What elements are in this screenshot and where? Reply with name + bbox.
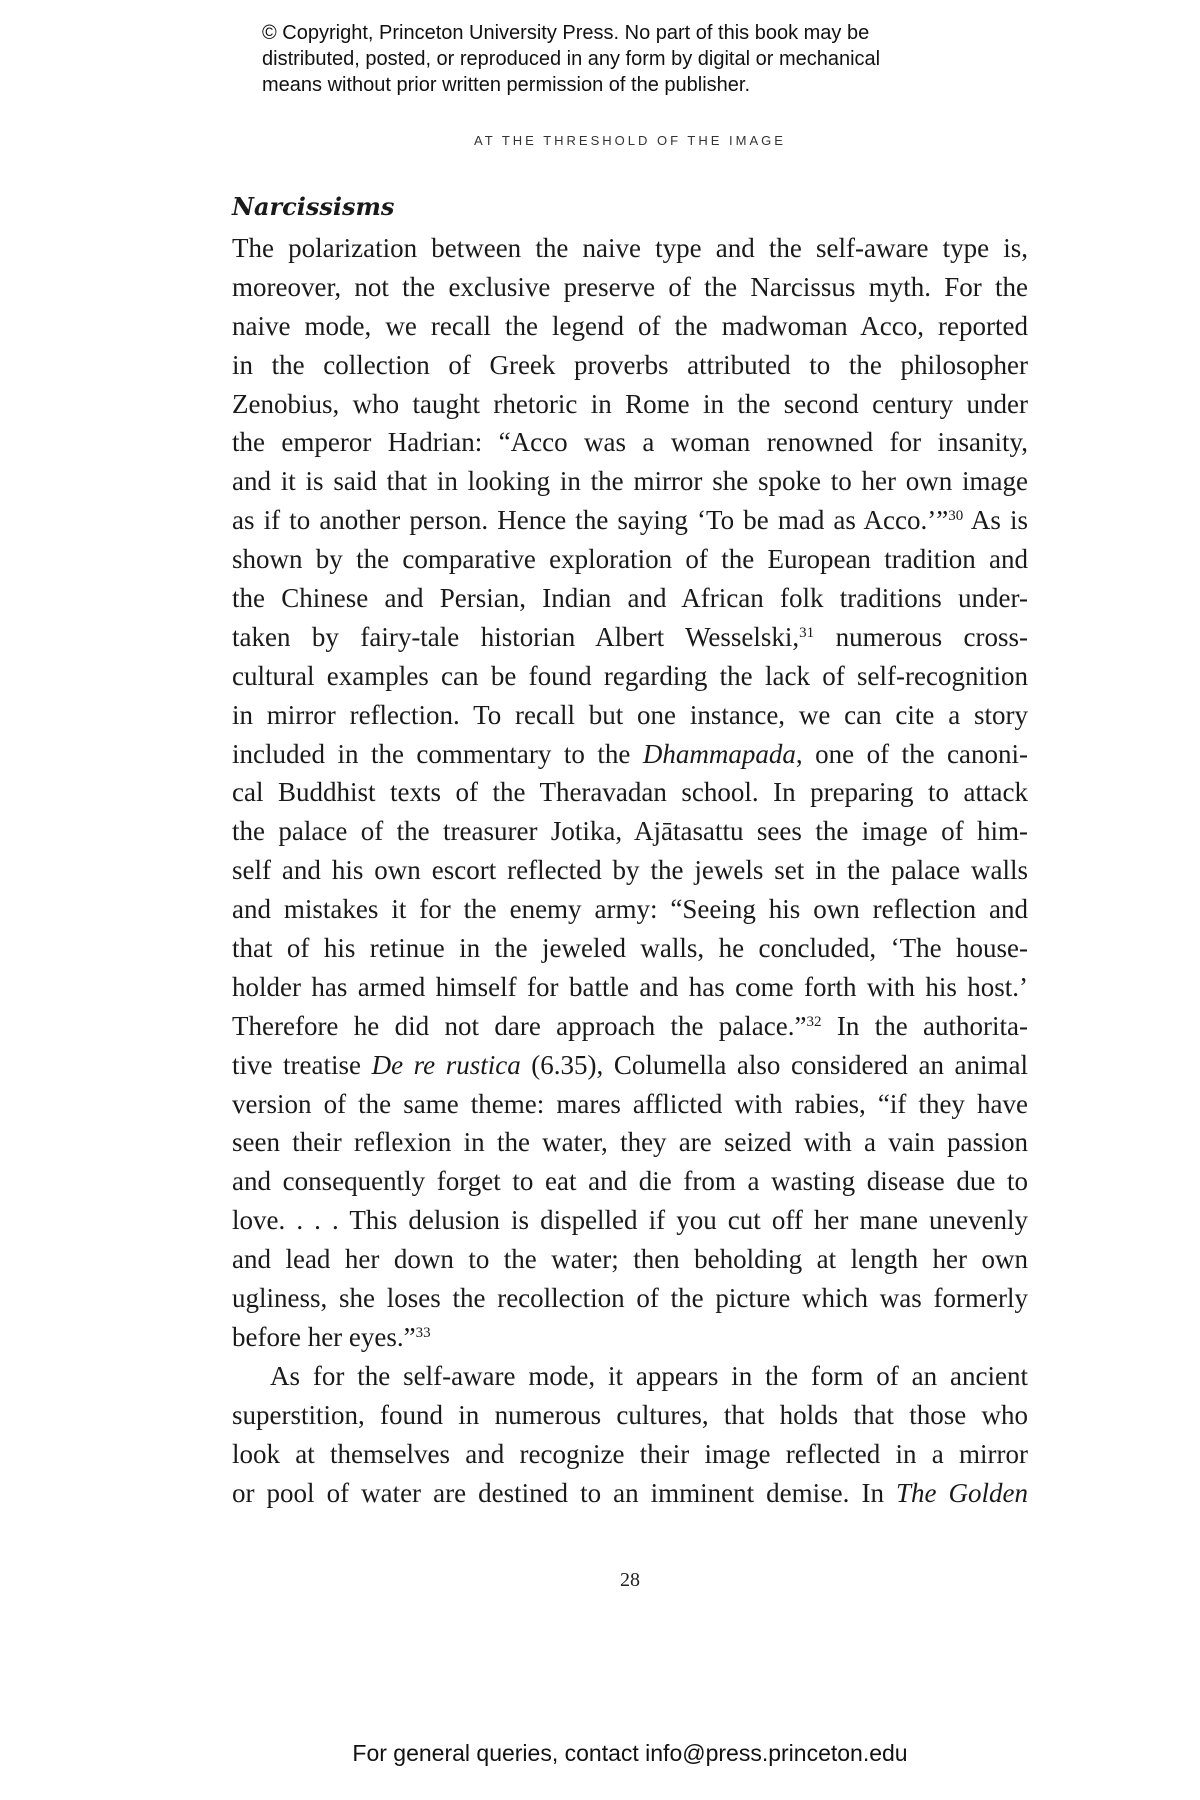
- body-text: [232, 229, 1028, 1512]
- copyright-line: distributed, posted, or reproduced in any form by digital or mechanical: [262, 48, 881, 70]
- text-segment: or pool of water are destined to an imminent demise. In: [232, 1477, 896, 1508]
- text-line: [232, 618, 1028, 657]
- text-segment: tive treatise: [232, 1049, 372, 1080]
- text-line: in mirror reflection. To recall but one instance, we can cite a story: [232, 699, 1028, 730]
- paragraph: [232, 229, 1028, 1357]
- footnote-ref: 33: [415, 1324, 431, 1341]
- page-number: 28: [620, 1569, 640, 1591]
- text-segment: as if to another person. Hence the saying ‘To be mad as Acco.’”: [232, 505, 949, 536]
- copyright-notice: [262, 20, 1022, 98]
- text-segment: , one of the canoni-: [795, 738, 1028, 769]
- text-line: look at themselves and recognize their image reflected in a mirror: [232, 1438, 1028, 1469]
- text-line: moreover, not the exclusive preserve of the Narcissus myth. For the: [232, 271, 1028, 302]
- text-segment: As is: [963, 505, 1028, 536]
- text-line: ugliness, she loses the recollection of the picture which was formerly: [232, 1283, 1028, 1314]
- text-line: holder has armed himself for battle and has come forth with his host.’: [232, 971, 1028, 1002]
- text-segment: (6.35), Columella also considered an animal: [520, 1049, 1028, 1080]
- text-line: [232, 1474, 1028, 1513]
- text-line: cultural examples can be found regarding the lack of self-recognition: [232, 660, 1028, 691]
- text-line: self and his own escort reflected by the jewels set in the palace walls: [232, 855, 1028, 886]
- footer-contact: For general queries, contact info@press.princeton.edu: [352, 1740, 908, 1766]
- text-line: that of his retinue in the jeweled walls, he concluded, ‘The house-: [232, 933, 1028, 964]
- text-line: the palace of the treasurer Jotika, Ajātasattu sees the image of him-: [232, 816, 1028, 847]
- text-line: superstition, found in numerous cultures, that holds that those who: [232, 1399, 1028, 1430]
- text-line: cal Buddhist texts of the Theravadan school. In preparing to attack: [232, 777, 1028, 808]
- text-line: naive mode, we recall the legend of the madwoman Acco, reported: [232, 310, 1028, 341]
- text-line: and lead her down to the water; then beholding at length her own: [232, 1244, 1028, 1275]
- footnote-ref: 31: [799, 624, 815, 641]
- text-line: shown by the comparative exploration of the European tradition and: [232, 544, 1028, 575]
- text-line: The polarization between the naive type and the self-aware type is,: [232, 233, 1028, 263]
- running-head: AT THE THRESHOLD OF THE IMAGE: [474, 133, 786, 148]
- text-line: and mistakes it for the enemy army: “Seeing his own reflection and: [232, 894, 1028, 925]
- text-line: [232, 735, 1028, 774]
- footnote-ref: 32: [806, 1013, 822, 1030]
- text-line: [232, 501, 1028, 540]
- text-line: and it is said that in looking in the mirror she spoke to her own image: [232, 466, 1028, 497]
- footnote-ref: 30: [948, 508, 964, 525]
- italic-title: Dhammapada: [642, 738, 796, 769]
- copyright-line: means without prior written permission of the publisher.: [262, 74, 751, 96]
- text-segment: numerous cross-: [814, 621, 1029, 652]
- section-heading: Narcissisms: [232, 192, 395, 221]
- text-segment: taken by fairy-tale historian Albert Wesselski,: [232, 621, 800, 652]
- paragraph: [232, 1357, 1028, 1513]
- italic-title: De re rustica: [371, 1049, 521, 1080]
- text-line: the emperor Hadrian: “Acco was a woman renowned for insanity,: [232, 427, 1028, 458]
- text-line: version of the same theme: mares afflicted with rabies, “if they have: [232, 1088, 1028, 1119]
- text-line: [232, 1007, 1028, 1046]
- text-line: Zenobius, who taught rhetoric in Rome in the second century under: [232, 388, 1028, 419]
- copyright-line: © Copyright, Princeton University Press. No part of this book may be: [262, 22, 870, 44]
- text-line: As for the self-aware mode, it appears in the form of an ancient: [270, 1360, 1028, 1391]
- text-line: [232, 1318, 1028, 1357]
- text-line: love. . . . This delusion is dispelled if you cut off her mane unevenly: [232, 1205, 1028, 1236]
- text-line: and consequently forget to eat and die from a wasting disease due to: [232, 1166, 1028, 1197]
- text-segment: included in the commentary to the: [232, 738, 643, 769]
- text-line: the Chinese and Persian, Indian and African folk traditions under-: [232, 583, 1028, 614]
- text-segment: before her eyes.”: [232, 1321, 416, 1352]
- text-segment: Therefore he did not dare approach the palace.”: [232, 1010, 807, 1041]
- text-line: in the collection of Greek proverbs attributed to the philosopher: [232, 349, 1028, 380]
- text-segment: In the authorita-: [821, 1010, 1028, 1041]
- text-line: [232, 1046, 1028, 1085]
- italic-title: The Golden: [895, 1477, 1029, 1508]
- text-line: seen their reflexion in the water, they are seized with a vain passion: [232, 1127, 1028, 1158]
